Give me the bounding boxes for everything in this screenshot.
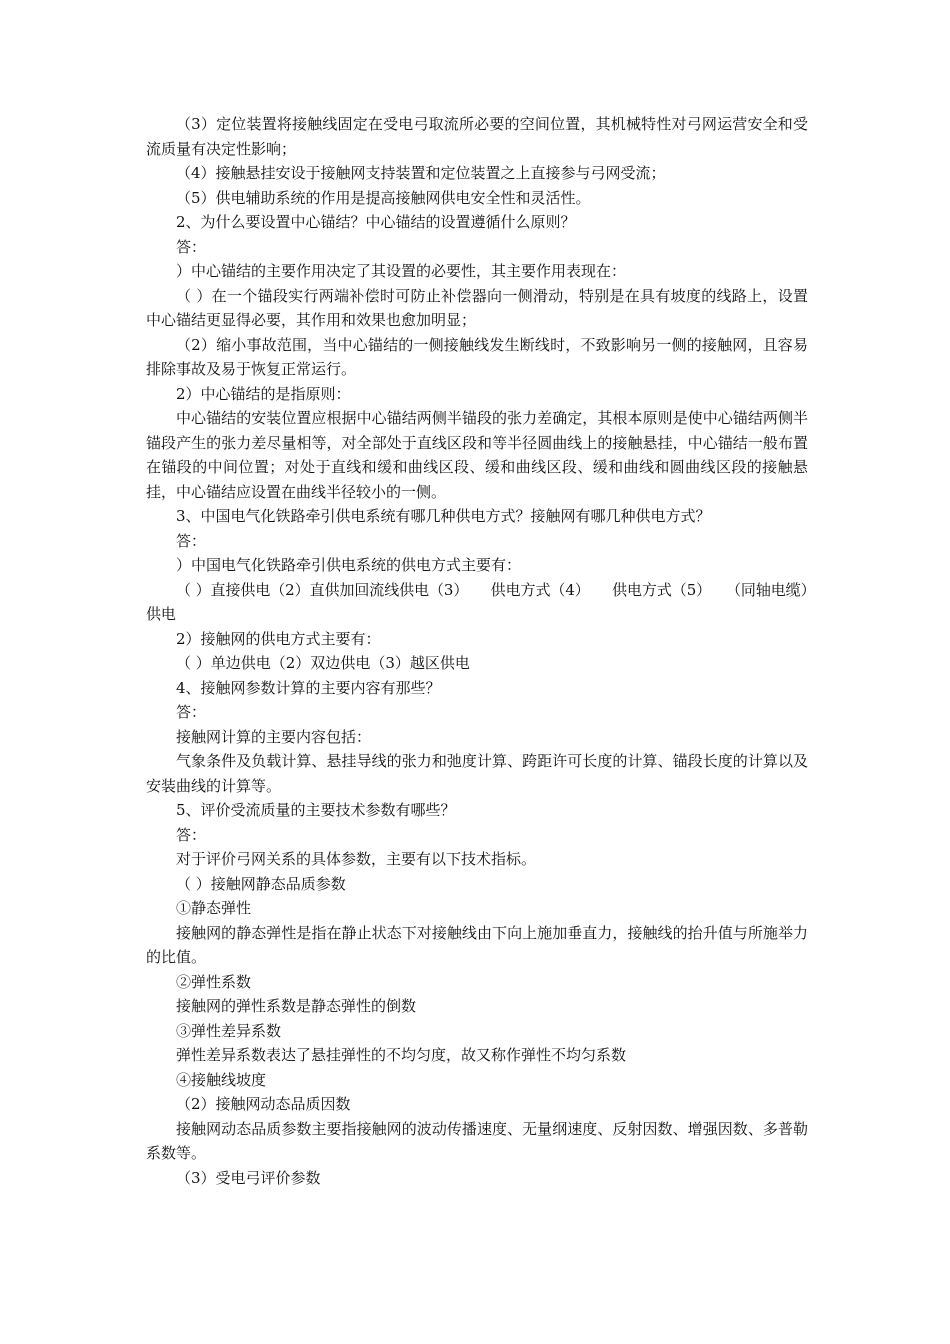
paragraph: 对于评价弓网关系的具体参数，主要有以下技术指标。 bbox=[176, 850, 537, 868]
paragraph: （3）受电弓评价参数 bbox=[176, 1168, 321, 1187]
paragraph: （ ）单边供电（2）双边供电（3）越区供电 bbox=[176, 654, 470, 672]
question-heading: 5、评价受流质量的主要技术参数有哪些？ bbox=[176, 801, 456, 819]
paragraph: （ ）在一个锚段实行两端补偿时可防止补偿器向一侧滑动，特别是在具有坡度的线路上，设置中心锚结更显得必要，其作用和效果也愈加明显； bbox=[146, 286, 808, 329]
question-heading: 3、中国电气化铁路牵引供电系统有哪几种供电方式？接触网有哪几种供电方式？ bbox=[176, 507, 711, 525]
paragraph: （2）接触网动态品质因数 bbox=[176, 1095, 351, 1113]
paragraph: ④接触线坡度 bbox=[176, 1070, 267, 1089]
paragraph: 2）接触网的供电方式主要有： bbox=[176, 629, 381, 648]
paragraph: 气象条件及负载计算、悬挂导线的张力和弛度计算、跨距许可长度的计算、锚段长度的计算以及安装曲线的计算等。 bbox=[146, 752, 808, 795]
paragraph: （3）定位装置将接触线固定在受电弓取流所必要的空间位置，其机械特性对弓网运营安全和受流质量有决定性影响； bbox=[146, 115, 808, 158]
paragraph: ）中心锚结的主要作用决定了其设置的必要性，其主要作用表现在： bbox=[176, 262, 627, 280]
paragraph: 2）中心锚结的是指原则： bbox=[176, 384, 351, 403]
paragraph: 接触网的静态弹性是指在静止状态下对接触线由下向上施加垂直力，接触线的抬升值与所施举力的比值。 bbox=[146, 923, 808, 966]
paragraph: （ ）接触网静态品质参数 bbox=[176, 874, 346, 893]
paragraph: ①静态弹性 bbox=[176, 899, 252, 917]
question-heading: 2、为什么要设置中心锚结？中心锚结的设置遵循什么原则？ bbox=[176, 213, 576, 231]
answer-label: 答： bbox=[176, 703, 207, 721]
answer-label: 答： bbox=[176, 825, 207, 844]
paragraph: ）中国电气化铁路牵引供电系统的供电方式主要有： bbox=[176, 556, 522, 574]
paragraph: ③弹性差异系数 bbox=[176, 1021, 282, 1040]
answer-label: 答： bbox=[176, 531, 207, 550]
paragraph: 接触网动态品质参数主要指接触网的波动传播速度、无量纲速度、反射因数、增强因数、多普勒系数等。 bbox=[146, 1119, 808, 1162]
paragraph: 中心锚结的安装位置应根据中心锚结两侧半锚段的张力差确定，其根本原则是使中心锚结两侧半锚段产生的张力差尽量相等，对全部处于直线区段和等半径圆曲线上的接触悬挂，中心锚结一般布置在锚段的中间位置；对处于直线和缓和曲线区段、缓和曲线区段、缓和曲线和圆曲线区段的接触悬挂，中心锚结应设置在曲线半径较小的一侧。 bbox=[146, 409, 808, 501]
answer-label: 答： bbox=[176, 237, 207, 256]
paragraph: ②弹性系数 bbox=[176, 972, 252, 991]
paragraph: 接触网计算的主要内容包括： bbox=[176, 727, 372, 746]
paragraph: （ ）直接供电（2）直供加回流线供电（3） 供电方式（4） 供电方式（5） （同轴电缆）供电 bbox=[146, 580, 808, 623]
paragraph: 接触网的弹性系数是静态弹性的倒数 bbox=[176, 997, 417, 1015]
question-heading: 4、接触网参数计算的主要内容有那些？ bbox=[176, 678, 441, 697]
paragraph: （5）供电辅助系统的作用是提高接触网供电安全性和灵活性。 bbox=[176, 188, 591, 207]
paragraph: （4）接触悬挂安设于接触网支持装置和定位装置之上直接参与弓网受流； bbox=[176, 164, 666, 182]
paragraph: 弹性差异系数表达了悬挂弹性的不均匀度，故又称作弹性不均匀系数 bbox=[176, 1046, 627, 1064]
paragraph: （2）缩小事故范围，当中心锚结的一侧接触线发生断线时，不致影响另一侧的接触网，且容易排除事故及易于恢复正常运行。 bbox=[146, 335, 808, 378]
document-page bbox=[146, 112, 808, 1190]
